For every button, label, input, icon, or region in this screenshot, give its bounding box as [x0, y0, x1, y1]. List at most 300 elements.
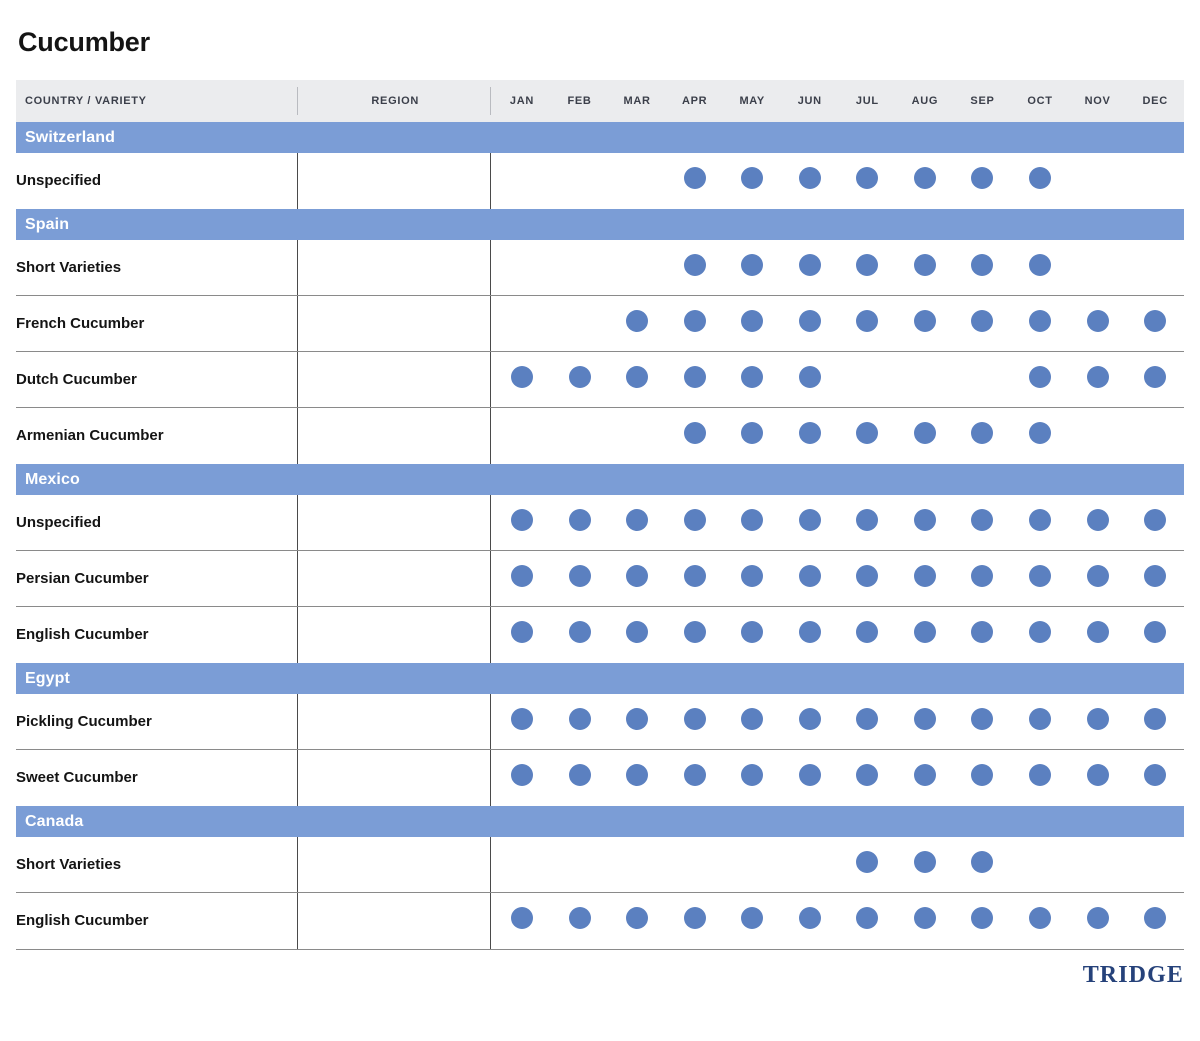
availability-dot: [856, 764, 878, 786]
availability-dot: [741, 310, 763, 332]
availability-cell-may: [723, 240, 781, 296]
availability-dot: [684, 310, 706, 332]
availability-cell-oct: [1011, 296, 1069, 352]
region-value: [297, 495, 493, 551]
variety-label: Sweet Cucumber: [16, 750, 297, 806]
table-row: [16, 551, 1184, 607]
availability-dot: [741, 565, 763, 587]
availability-dot: [511, 509, 533, 531]
availability-dot: [569, 366, 591, 388]
availability-cell-apr: [666, 607, 724, 663]
table-row: [16, 495, 1184, 551]
column-header-month-dec: DEC: [1142, 94, 1168, 107]
availability-cell-may: [723, 694, 781, 750]
table-row: [16, 296, 1184, 352]
availability-empty: [511, 254, 533, 276]
availability-cell-mar: [608, 551, 666, 607]
availability-cell-jun: [781, 153, 839, 209]
availability-cell-sep: [954, 893, 1012, 949]
availability-dot: [971, 708, 993, 730]
column-header-month-sep: SEP: [970, 94, 995, 107]
availability-cell-dec: [1126, 607, 1184, 663]
availability-dot: [799, 708, 821, 730]
table-row: [16, 893, 1184, 949]
availability-cell-dec: [1126, 240, 1184, 296]
availability-dot: [799, 621, 821, 643]
availability-dot: [684, 167, 706, 189]
availability-dot: [511, 366, 533, 388]
availability-cell-jan: [493, 240, 551, 296]
availability-dot: [1144, 565, 1166, 587]
availability-empty: [626, 254, 648, 276]
availability-dot: [799, 254, 821, 276]
availability-cell-dec: [1126, 837, 1184, 893]
availability-cell-jul: [839, 551, 897, 607]
availability-dot: [1029, 366, 1051, 388]
availability-cell-oct: [1011, 240, 1069, 296]
variety-label: English Cucumber: [16, 607, 297, 663]
availability-cell-jan: [493, 893, 551, 949]
availability-cell-dec: [1126, 750, 1184, 806]
table-header: [16, 80, 1184, 122]
availability-cell-apr: [666, 837, 724, 893]
country-label: Mexico: [25, 470, 80, 488]
availability-cell-oct: [1011, 495, 1069, 551]
column-header-month-jun: JUN: [797, 94, 822, 107]
availability-cell-nov: [1069, 694, 1127, 750]
column-header-month-feb: FEB: [567, 94, 592, 107]
availability-cell-jan: [493, 352, 551, 408]
availability-cell-sep: [954, 296, 1012, 352]
availability-cell-nov: [1069, 352, 1127, 408]
availability-dot: [971, 167, 993, 189]
availability-dot: [741, 708, 763, 730]
availability-dot: [914, 167, 936, 189]
availability-dot: [569, 708, 591, 730]
availability-cell-oct: [1011, 153, 1069, 209]
availability-empty: [1029, 851, 1051, 873]
column-header-month-aug: AUG: [911, 94, 939, 107]
table-row: [16, 153, 1184, 209]
availability-dot: [1029, 621, 1051, 643]
availability-dot: [799, 565, 821, 587]
availability-cell-jul: [839, 408, 897, 464]
availability-cell-oct: [1011, 694, 1069, 750]
availability-cell-oct: [1011, 607, 1069, 663]
availability-cell-may: [723, 551, 781, 607]
availability-empty: [626, 167, 648, 189]
availability-dot: [741, 764, 763, 786]
availability-dot: [1029, 254, 1051, 276]
availability-cell-oct: [1011, 750, 1069, 806]
availability-dot: [856, 708, 878, 730]
availability-empty: [511, 851, 533, 873]
page-title: Cucumber: [18, 27, 150, 57]
availability-cell-oct: [1011, 551, 1069, 607]
availability-dot: [1029, 167, 1051, 189]
availability-dot: [971, 509, 993, 531]
availability-dot: [741, 422, 763, 444]
availability-cell-jul: [839, 607, 897, 663]
availability-empty: [626, 422, 648, 444]
availability-dot: [626, 509, 648, 531]
availability-empty: [1144, 254, 1166, 276]
availability-cell-sep: [954, 495, 1012, 551]
availability-dot: [569, 907, 591, 929]
availability-empty: [914, 366, 936, 388]
availability-cell-aug: [896, 153, 954, 209]
availability-dot: [684, 764, 706, 786]
availability-cell-may: [723, 893, 781, 949]
availability-cell-oct: [1011, 352, 1069, 408]
availability-cell-sep: [954, 694, 1012, 750]
availability-dot: [1144, 310, 1166, 332]
availability-dot: [971, 310, 993, 332]
availability-cell-nov: [1069, 296, 1127, 352]
availability-cell-jun: [781, 240, 839, 296]
column-header-month-mar: MAR: [623, 94, 651, 107]
table-row: [16, 837, 1184, 893]
availability-cell-jun: [781, 495, 839, 551]
availability-cell-apr: [666, 495, 724, 551]
region-value: [297, 837, 493, 893]
availability-cell-oct: [1011, 837, 1069, 893]
availability-cell-aug: [896, 495, 954, 551]
availability-empty: [511, 167, 533, 189]
availability-dot: [799, 167, 821, 189]
availability-dot: [799, 907, 821, 929]
availability-dot: [856, 851, 878, 873]
country-group-row: [16, 663, 1184, 694]
availability-dot: [971, 565, 993, 587]
availability-dot: [626, 565, 648, 587]
availability-dot: [1087, 907, 1109, 929]
availability-dot: [684, 509, 706, 531]
availability-cell-sep: [954, 750, 1012, 806]
availability-cell-may: [723, 408, 781, 464]
availability-dot: [971, 907, 993, 929]
availability-cell-mar: [608, 694, 666, 750]
availability-cell-aug: [896, 296, 954, 352]
country-group-cell: [16, 122, 1184, 153]
tridge-logo: TRIDGE: [1082, 961, 1184, 988]
availability-dot: [914, 254, 936, 276]
availability-cell-jun: [781, 893, 839, 949]
variety-label: Short Varieties: [16, 240, 297, 296]
availability-cell-feb: [551, 893, 609, 949]
availability-empty: [1144, 851, 1166, 873]
availability-cell-oct: [1011, 893, 1069, 949]
availability-cell-sep: [954, 551, 1012, 607]
availability-cell-jan: [493, 750, 551, 806]
availability-empty: [569, 310, 591, 332]
availability-dot: [799, 310, 821, 332]
availability-cell-may: [723, 837, 781, 893]
region-value: [297, 352, 493, 408]
availability-dot: [914, 310, 936, 332]
availability-cell-may: [723, 296, 781, 352]
availability-empty: [971, 366, 993, 388]
country-group-row: [16, 464, 1184, 495]
availability-dot: [914, 708, 936, 730]
availability-dot: [914, 621, 936, 643]
country-group-cell: [16, 464, 1184, 495]
availability-dot: [971, 851, 993, 873]
availability-cell-nov: [1069, 837, 1127, 893]
availability-empty: [569, 851, 591, 873]
availability-cell-aug: [896, 893, 954, 949]
availability-dot: [914, 851, 936, 873]
availability-cell-jan: [493, 153, 551, 209]
availability-dot: [626, 621, 648, 643]
availability-empty: [1144, 167, 1166, 189]
column-header-month-jan: JAN: [493, 80, 551, 122]
availability-dot: [1029, 422, 1051, 444]
availability-dot: [856, 621, 878, 643]
availability-dot: [569, 621, 591, 643]
availability-dot: [741, 621, 763, 643]
availability-cell-may: [723, 153, 781, 209]
availability-empty: [1144, 422, 1166, 444]
availability-dot: [799, 422, 821, 444]
availability-empty: [569, 254, 591, 276]
availability-dot: [741, 254, 763, 276]
variety-label: Unspecified: [16, 495, 297, 551]
availability-cell-dec: [1126, 551, 1184, 607]
availability-cell-aug: [896, 837, 954, 893]
availability-cell-feb: [551, 352, 609, 408]
availability-empty: [569, 167, 591, 189]
country-group-cell: [16, 806, 1184, 837]
availability-empty: [1087, 422, 1109, 444]
availability-cell-mar: [608, 750, 666, 806]
availability-cell-mar: [608, 352, 666, 408]
availability-dot: [1144, 366, 1166, 388]
availability-cell-apr: [666, 694, 724, 750]
availability-cell-jul: [839, 240, 897, 296]
availability-dot: [684, 422, 706, 444]
availability-cell-oct: [1011, 408, 1069, 464]
availability-cell-sep: [954, 837, 1012, 893]
seasonality-table: [16, 80, 1184, 949]
availability-empty: [626, 851, 648, 873]
availability-cell-dec: [1126, 408, 1184, 464]
availability-empty: [511, 310, 533, 332]
availability-dot: [569, 565, 591, 587]
availability-dot: [511, 907, 533, 929]
availability-cell-feb: [551, 694, 609, 750]
availability-cell-may: [723, 352, 781, 408]
region-value: [297, 296, 493, 352]
availability-dot: [856, 422, 878, 444]
availability-empty: [1087, 167, 1109, 189]
availability-dot: [741, 167, 763, 189]
column-header-country: COUNTRY / VARIETY: [25, 94, 147, 107]
availability-dot: [1087, 310, 1109, 332]
table-body: [16, 122, 1184, 949]
availability-cell-dec: [1126, 352, 1184, 408]
availability-empty: [741, 851, 763, 873]
availability-cell-apr: [666, 296, 724, 352]
availability-cell-mar: [608, 408, 666, 464]
availability-cell-feb: [551, 750, 609, 806]
availability-dot: [914, 509, 936, 531]
column-header-region: REGION: [297, 80, 493, 122]
availability-dot: [856, 565, 878, 587]
availability-dot: [741, 907, 763, 929]
availability-dot: [799, 509, 821, 531]
availability-cell-apr: [666, 153, 724, 209]
header-row: [16, 80, 1184, 122]
table-row: [16, 694, 1184, 750]
availability-cell-dec: [1126, 694, 1184, 750]
availability-cell-jul: [839, 352, 897, 408]
availability-dot: [971, 621, 993, 643]
availability-cell-aug: [896, 240, 954, 296]
variety-label: Dutch Cucumber: [16, 352, 297, 408]
availability-cell-sep: [954, 240, 1012, 296]
availability-dot: [684, 621, 706, 643]
availability-cell-dec: [1126, 296, 1184, 352]
availability-dot: [914, 907, 936, 929]
availability-cell-aug: [896, 750, 954, 806]
region-value: [297, 893, 493, 949]
availability-dot: [569, 509, 591, 531]
availability-cell-apr: [666, 352, 724, 408]
availability-cell-jan: [493, 551, 551, 607]
availability-dot: [1144, 621, 1166, 643]
availability-dot: [971, 764, 993, 786]
variety-label: Pickling Cucumber: [16, 694, 297, 750]
availability-cell-feb: [551, 495, 609, 551]
availability-cell-apr: [666, 408, 724, 464]
availability-cell-apr: [666, 240, 724, 296]
availability-cell-may: [723, 495, 781, 551]
variety-label: Short Varieties: [16, 837, 297, 893]
region-value: [297, 607, 493, 663]
availability-dot: [1144, 907, 1166, 929]
availability-cell-nov: [1069, 551, 1127, 607]
availability-cell-nov: [1069, 893, 1127, 949]
column-header-month-may: MAY: [739, 94, 765, 107]
availability-cell-jan: [493, 296, 551, 352]
availability-cell-mar: [608, 153, 666, 209]
availability-cell-mar: [608, 607, 666, 663]
availability-cell-aug: [896, 408, 954, 464]
availability-dot: [511, 708, 533, 730]
availability-dot: [1029, 907, 1051, 929]
availability-dot: [1029, 565, 1051, 587]
availability-cell-feb: [551, 296, 609, 352]
availability-cell-aug: [896, 694, 954, 750]
availability-dot: [1087, 764, 1109, 786]
availability-dot: [626, 907, 648, 929]
table-row: [16, 240, 1184, 296]
availability-dot: [1144, 708, 1166, 730]
availability-dot: [1029, 764, 1051, 786]
availability-dot: [856, 509, 878, 531]
region-value: [297, 694, 493, 750]
availability-dot: [684, 565, 706, 587]
availability-cell-feb: [551, 240, 609, 296]
availability-cell-apr: [666, 750, 724, 806]
availability-dot: [626, 764, 648, 786]
footer: [16, 950, 1184, 989]
availability-cell-sep: [954, 352, 1012, 408]
availability-cell-jun: [781, 408, 839, 464]
availability-cell-nov: [1069, 495, 1127, 551]
country-label: Egypt: [25, 669, 70, 687]
availability-cell-jan: [493, 495, 551, 551]
country-group-row: [16, 122, 1184, 153]
availability-cell-aug: [896, 551, 954, 607]
country-group-row: [16, 209, 1184, 240]
variety-label: Armenian Cucumber: [16, 408, 297, 464]
availability-cell-nov: [1069, 153, 1127, 209]
availability-cell-may: [723, 607, 781, 663]
availability-dot: [856, 310, 878, 332]
region-value: [297, 551, 493, 607]
availability-dot: [971, 422, 993, 444]
availability-cell-jan: [493, 408, 551, 464]
availability-cell-jul: [839, 153, 897, 209]
availability-cell-jun: [781, 607, 839, 663]
availability-cell-feb: [551, 551, 609, 607]
availability-dot: [684, 254, 706, 276]
availability-cell-aug: [896, 352, 954, 408]
availability-cell-nov: [1069, 240, 1127, 296]
availability-dot: [684, 708, 706, 730]
table-row: [16, 607, 1184, 663]
availability-empty: [569, 422, 591, 444]
availability-dot: [856, 907, 878, 929]
availability-cell-jan: [493, 837, 551, 893]
column-header-month-apr: APR: [681, 94, 708, 107]
availability-cell-nov: [1069, 408, 1127, 464]
availability-dot: [741, 366, 763, 388]
column-header-month-nov: NOV: [1084, 94, 1111, 107]
country-group-row: [16, 806, 1184, 837]
availability-cell-feb: [551, 408, 609, 464]
availability-cell-jun: [781, 551, 839, 607]
country-label: Canada: [25, 812, 84, 830]
country-label: Switzerland: [25, 128, 116, 146]
availability-cell-aug: [896, 607, 954, 663]
availability-dot: [511, 565, 533, 587]
availability-cell-jun: [781, 352, 839, 408]
availability-dot: [1087, 565, 1109, 587]
availability-cell-mar: [608, 837, 666, 893]
availability-cell-jul: [839, 694, 897, 750]
availability-cell-dec: [1126, 495, 1184, 551]
availability-dot: [799, 366, 821, 388]
variety-label: English Cucumber: [16, 893, 297, 949]
table-row: [16, 750, 1184, 806]
region-value: [297, 153, 493, 209]
availability-empty: [511, 422, 533, 444]
availability-dot: [1144, 509, 1166, 531]
variety-label: Persian Cucumber: [16, 551, 297, 607]
availability-cell-mar: [608, 495, 666, 551]
availability-dot: [799, 764, 821, 786]
availability-dot: [914, 565, 936, 587]
availability-cell-feb: [551, 837, 609, 893]
availability-dot: [856, 254, 878, 276]
availability-cell-nov: [1069, 750, 1127, 806]
availability-dot: [569, 764, 591, 786]
availability-dot: [1087, 509, 1109, 531]
column-header-month-jul: JUL: [855, 94, 879, 107]
